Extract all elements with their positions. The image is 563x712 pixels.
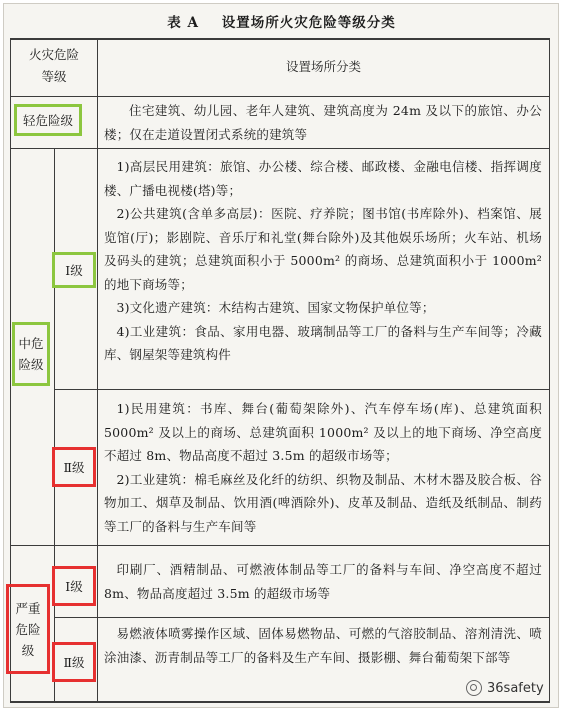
light-hazard-label: 轻危险级 bbox=[14, 104, 82, 136]
table-bottom-rule bbox=[10, 701, 550, 703]
medium-grade1-para2: 2)公共建筑(含单多高层)：医院、疗养院；图书馆(书库除外)、档案馆、展览馆(厅)；影剧院、音乐厅和礼堂(舞台除外)及其他娱乐场所；火车站、机场及码头的建筑；总建筑面积小于 5000m² 的商场、总建筑面积小于 1000m² 的地下商场等； bbox=[104, 206, 542, 292]
light-row-rule bbox=[10, 148, 550, 149]
severe-hazard-label-line2: 危险 bbox=[15, 621, 41, 637]
header-level bbox=[11, 44, 97, 88]
severe-grade1-places bbox=[104, 558, 542, 605]
table-top-rule bbox=[10, 38, 550, 40]
medium-hazard-label-line2: 险级 bbox=[18, 357, 44, 372]
severe-grade-rule bbox=[54, 617, 550, 618]
light-hazard-places bbox=[104, 99, 542, 146]
medium-grade2-label: Ⅱ级 bbox=[52, 447, 96, 487]
header-row-rule bbox=[10, 96, 550, 97]
medium-grade1-para4: 4)工业建筑：食品、家用电器、玻璃制品等工厂的备料与生产车间等；冷藏库、钢屋架等建筑构件 bbox=[104, 323, 542, 362]
medium-grade1-para3: 3)文化遗产建筑：木结构古建筑、国家文物保护单位等； bbox=[116, 300, 435, 315]
header-level-line1: 火灾危险 bbox=[28, 47, 79, 62]
severe-grade2-text: 易燃液体喷雾操作区域、固体易燃物品、可燃的气溶胶制品、溶剂清洗、喷涂油漆、沥青制品等工厂的备料及生产车间、摄影棚、舞台葡萄架下部等 bbox=[104, 626, 542, 665]
medium-grade2-para1: 1)民用建筑：书库、舞台(葡萄架除外)、汽车停车场(库)、总建筑面积 5000m² 及以上的商场、总建筑面积 1000m² 及以上的地下商场、净空高度不超过 8m、物品高度不超过 3.5m 的超级市场等； bbox=[104, 401, 542, 463]
table-right-rule bbox=[549, 38, 550, 702]
medium-grade1-label: Ⅰ级 bbox=[52, 252, 96, 288]
medium-hazard-label bbox=[12, 322, 50, 386]
severe-hazard-label-line1: 严重 bbox=[15, 600, 41, 616]
table-title: 表 A 设置场所火灾危险等级分类 bbox=[167, 15, 396, 31]
header-places: 设置场所分类 bbox=[285, 59, 361, 74]
medium-grade1-para1: 1)高层民用建筑：旅馆、办公楼、综合楼、邮政楼、金融电信楼、指挥调度楼、广播电视楼(塔)等； bbox=[104, 159, 542, 198]
severe-grade1-label: Ⅰ级 bbox=[52, 566, 96, 606]
watermark bbox=[466, 680, 544, 696]
severe-grade2-places bbox=[104, 622, 542, 669]
severe-hazard-label bbox=[6, 584, 50, 674]
header-level-line2: 等级 bbox=[41, 69, 67, 84]
severe-hazard-label-line3: 级 bbox=[21, 642, 35, 658]
medium-hazard-label-line1: 中危 bbox=[18, 336, 44, 351]
watermark-text: 36safety bbox=[487, 680, 544, 696]
severe-grade2-label: Ⅱ级 bbox=[52, 642, 96, 682]
medium-grade-rule bbox=[54, 389, 550, 390]
severe-grade1-text: 印刷厂、酒精制品、可燃液体制品等工厂的备料与车间、净空高度不超过 8m、物品高度超过 3.5m 的超级市场等 bbox=[104, 562, 542, 601]
level-column-divider bbox=[97, 38, 98, 702]
medium-row-rule bbox=[10, 545, 550, 546]
medium-grade2-places bbox=[104, 397, 542, 538]
light-hazard-text: 住宅建筑、幼儿园、老年人建筑、建筑高度为 24m 及以下的旅馆、办公楼；仅在走道设置闭式系统的建筑等 bbox=[104, 103, 542, 142]
wechat-logo-icon bbox=[466, 680, 482, 696]
medium-grade1-places bbox=[104, 155, 542, 367]
medium-grade2-para2: 2)工业建筑：棉毛麻丝及化纤的纺织、织物及制品、木材木器及胶合板、谷物加工、烟草及制品、饮用酒(啤酒除外)、皮革及制品、造纸及纸制品、制药等工厂的备料与生产车间等 bbox=[104, 471, 542, 534]
